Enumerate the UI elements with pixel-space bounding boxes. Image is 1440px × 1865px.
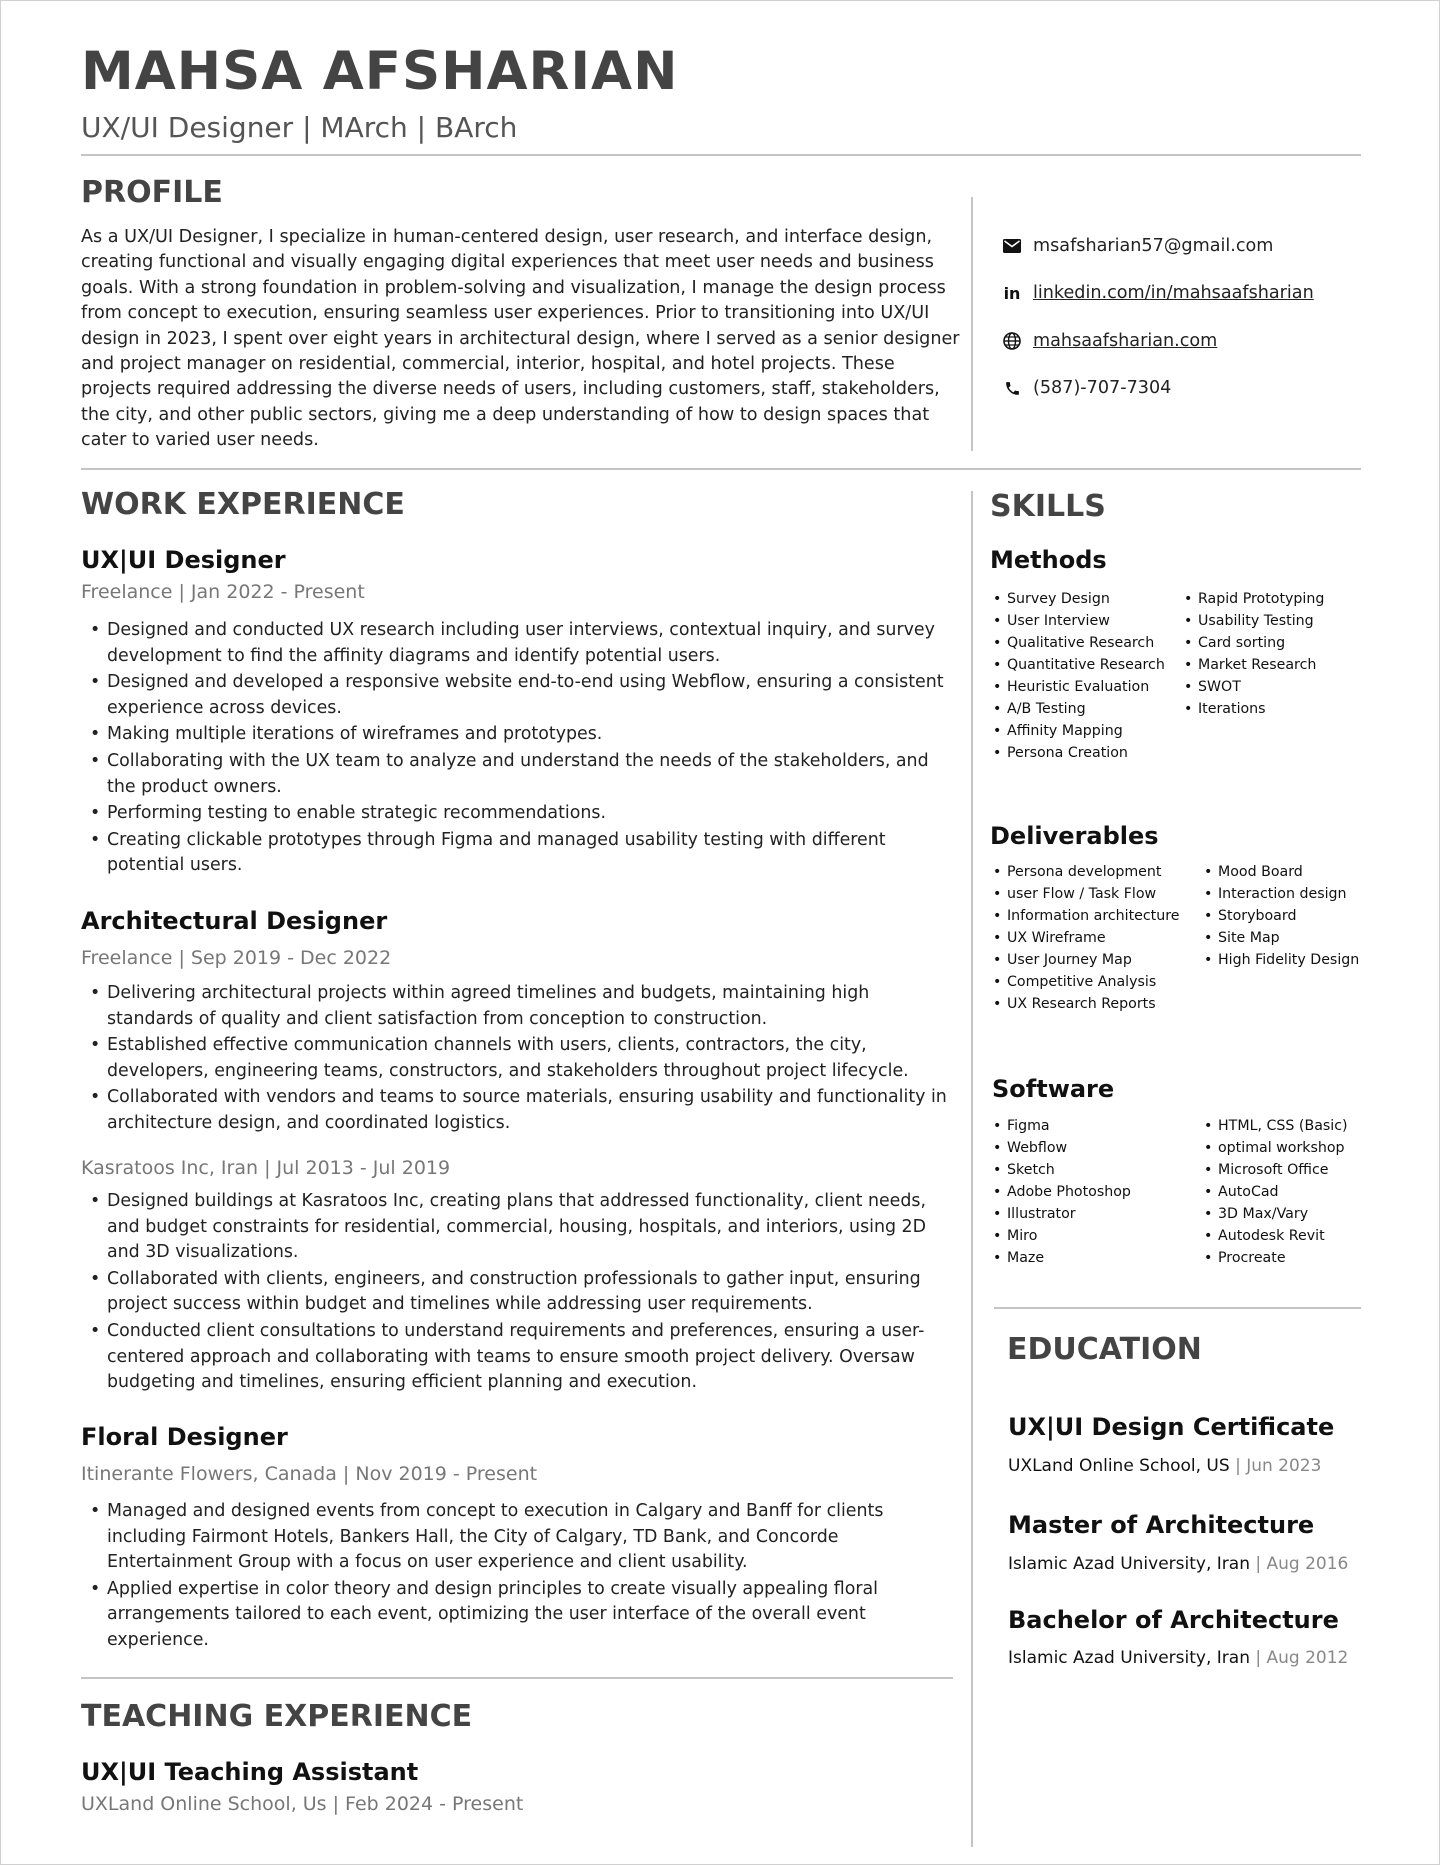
job-bullets-architectural	[81, 981, 961, 1138]
list-item: • Applied expertise in color theory and design principles to create visually appealing floral arrangements tailored to each event, optimizing the user interface of the overall event experience.	[81, 1577, 961, 1654]
list-item: • Qualitative Research	[991, 632, 1165, 654]
deliverables-title: Deliverables	[990, 822, 1159, 850]
list-item: • User Journey Map	[991, 949, 1179, 971]
candidate-headline: UX/UI Designer | MArch | BArch	[81, 111, 518, 144]
phone-icon	[1001, 377, 1023, 399]
list-item: • Affinity Mapping	[991, 720, 1165, 742]
list-item: • Usability Testing	[1182, 610, 1324, 632]
skills-title: SKILLS	[990, 489, 1106, 524]
list-item: • Illustrator	[991, 1203, 1131, 1225]
skills-bottom-divider	[994, 1307, 1361, 1309]
job-meta-architectural: Freelance | Sep 2019 - Dec 2022	[81, 947, 392, 969]
teaching-role: UX|UI Teaching Assistant	[81, 1758, 419, 1786]
list-item: • Adobe Photoshop	[991, 1181, 1131, 1203]
list-item: • Established effective communication channels with users, clients, contractors, the city, developers, engineering teams, constructors, and stakeholders throughout project lifecycle.	[81, 1033, 961, 1084]
profile-bottom-divider	[81, 468, 1361, 470]
list-item: • Performing testing to enable strategic recommendations.	[81, 801, 961, 827]
education-school	[1008, 1456, 1321, 1476]
job-bullets-uxui	[81, 618, 961, 880]
list-item: • Survey Design	[991, 588, 1165, 610]
work-experience-title: WORK EXPERIENCE	[81, 487, 405, 522]
list-item: • Heuristic Evaluation	[991, 676, 1165, 698]
email-text: msafsharian57@gmail.com	[1033, 236, 1274, 256]
list-item: • Storyboard	[1202, 905, 1359, 927]
list-item: • HTML, CSS (Basic)	[1202, 1115, 1348, 1137]
list-item: • Delivering architectural projects within agreed timelines and budgets, maintaining high standards of quality and client satisfaction from conception to construction.	[81, 981, 961, 1032]
list-item: • Interaction design	[1202, 883, 1359, 905]
profile-title: PROFILE	[81, 175, 223, 210]
list-item: • Card sorting	[1182, 632, 1324, 654]
list-item: • Managed and designed events from concept to execution in Calgary and Banff for clients including Fairmont Hotels, Bankers Hall, the City of Calgary, TD Bank, and Concorde Entertainment Group with a focus on user experience and client usability.	[81, 1499, 961, 1576]
deliverables-list-1	[991, 861, 1179, 1015]
list-item: • Rapid Prototyping	[1182, 588, 1324, 610]
list-item: • Site Map	[1202, 927, 1359, 949]
list-item: • Webflow	[991, 1137, 1131, 1159]
education-school	[1008, 1648, 1348, 1668]
contact-website[interactable]	[1001, 327, 1361, 355]
phone-text: (587)-707-7304	[1033, 378, 1172, 398]
software-list-2	[1202, 1115, 1348, 1269]
contact-email[interactable]	[1001, 232, 1361, 260]
list-item: • Collaborated with vendors and teams to source materials, ensuring usability and functionality in architecture design, and coordinated logistics.	[81, 1085, 961, 1136]
globe-icon	[1001, 330, 1023, 352]
list-item: • Iterations	[1182, 698, 1324, 720]
list-item: • Maze	[991, 1247, 1131, 1269]
list-item: • Persona Creation	[991, 742, 1165, 764]
list-item: • Collaborated with clients, engineers, and construction professionals to gather input, ensuring project success within budget and timelines while addressing user requirements.	[81, 1267, 961, 1318]
list-item: • Designed and developed a responsive website end-to-end using Webflow, ensuring a consistent experience across devices.	[81, 670, 961, 721]
school-name: Islamic Azad University, Iran	[1008, 1554, 1250, 1574]
header-divider	[81, 154, 1361, 156]
deliverables-list-2	[1202, 861, 1359, 971]
methods-list-1	[991, 588, 1165, 764]
list-item: • Persona development	[991, 861, 1179, 883]
school-name: UXLand Online School, US	[1008, 1456, 1230, 1476]
job-bullets-floral	[81, 1499, 961, 1655]
list-item: • Designed buildings at Kasratoos Inc, creating plans that addressed functionality, client needs, and budget constraints for residential, commercial, housing, hospitals, and interiors, using 2D and 3D visualizations.	[81, 1189, 961, 1266]
job-meta-uxui: Freelance | Jan 2022 - Present	[81, 581, 365, 603]
list-item: • Designed and conducted UX research including user interviews, contextual inquiry, and survey development to find the affinity diagrams and identify potential users.	[81, 618, 961, 669]
list-item: • Quantitative Research	[991, 654, 1165, 676]
job-bullets-kasratoos	[81, 1189, 961, 1397]
list-item: • Microsoft Office	[1202, 1159, 1348, 1181]
school-name: Islamic Azad University, Iran	[1008, 1648, 1250, 1668]
column-divider	[971, 491, 973, 1847]
list-item: • Competitive Analysis	[991, 971, 1179, 993]
education-degree: UX|UI Design Certificate	[1008, 1413, 1335, 1441]
education-date: | Jun 2023	[1235, 1456, 1322, 1476]
software-list-1	[991, 1115, 1131, 1269]
list-item: • High Fidelity Design	[1202, 949, 1359, 971]
list-item: • Procreate	[1202, 1247, 1348, 1269]
job-title-architectural: Architectural Designer	[81, 907, 388, 935]
job-meta-floral: Itinerante Flowers, Canada | Nov 2019 - Present	[81, 1463, 538, 1485]
education-school	[1008, 1554, 1348, 1574]
list-item: • UX Wireframe	[991, 927, 1179, 949]
list-item: • 3D Max/Vary	[1202, 1203, 1348, 1225]
list-item: • A/B Testing	[991, 698, 1165, 720]
contact-linkedin[interactable]	[1001, 279, 1361, 307]
list-item: • Making multiple iterations of wireframes and prototypes.	[81, 722, 961, 748]
profile-summary: As a UX/UI Designer, I specialize in human-centered design, user research, and interface design, creating functional and visually engaging digital experiences that meet user needs and business goals. With a strong foundation in problem-solving and visualization, I manage the design process from concept to execution, ensuring seamless user experiences. Prior to transitioning into UX/UI design in 2023, I spent over eight years in architectural design, where I served as a senior designer and project manager on residential, commercial, interior, hospital, and hotel projects. These projects required addressing the diverse needs of users, including customers, staff, stakeholders, the city, and other public sectors, giving me a deep understanding of how to design spaces that cater to varied user needs.	[81, 227, 960, 451]
list-item: • Creating clickable prototypes through Figma and managed usability testing with different potential users.	[81, 828, 961, 879]
candidate-name: MAHSA AFSHARIAN	[81, 41, 679, 102]
education-degree: Bachelor of Architecture	[1008, 1606, 1339, 1634]
list-item: • Collaborating with the UX team to analyze and understand the needs of the stakeholders, and the product owners.	[81, 749, 961, 800]
list-item: • AutoCad	[1202, 1181, 1348, 1203]
list-item: • Conducted client consultations to understand requirements and preferences, ensuring a user-centered approach and collaborating with teams to ensure smooth project delivery. Oversaw budgeting and timelines, ensuring efficient planning and execution.	[81, 1319, 961, 1396]
list-item: • user Flow / Task Flow	[991, 883, 1179, 905]
contact-phone[interactable]	[1001, 374, 1361, 402]
linkedin-icon: in	[1003, 283, 1021, 303]
job-title-uxui: UX|UI Designer	[81, 546, 286, 574]
mail-icon	[1001, 235, 1023, 257]
list-item: • Mood Board	[1202, 861, 1359, 883]
website-link[interactable]: mahsaafsharian.com	[1033, 331, 1218, 351]
job-title-floral: Floral Designer	[81, 1423, 288, 1451]
list-item: • Miro	[991, 1225, 1131, 1247]
software-title: Software	[992, 1075, 1115, 1103]
methods-title: Methods	[990, 546, 1107, 574]
teaching-experience-title: TEACHING EXPERIENCE	[81, 1699, 473, 1734]
list-item: • Figma	[991, 1115, 1131, 1137]
education-date: | Aug 2016	[1255, 1554, 1349, 1574]
list-item: • Information architecture	[991, 905, 1179, 927]
linkedin-link[interactable]: linkedin.com/in/mahsaafsharian	[1033, 283, 1314, 303]
list-item: • Market Research	[1182, 654, 1324, 676]
list-item: • UX Research Reports	[991, 993, 1179, 1015]
list-item: • Sketch	[991, 1159, 1131, 1181]
job-meta-kasratoos: Kasratoos Inc, Iran | Jul 2013 - Jul 2019	[81, 1157, 451, 1179]
teaching-meta: UXLand Online School, Us | Feb 2024 - Present	[81, 1793, 524, 1815]
methods-list-2	[1182, 588, 1324, 720]
education-title: EDUCATION	[1007, 1332, 1202, 1367]
education-date: | Aug 2012	[1255, 1648, 1349, 1668]
profile-divider	[971, 197, 973, 451]
list-item: • optimal workshop	[1202, 1137, 1348, 1159]
list-item: • User Interview	[991, 610, 1165, 632]
list-item: • Autodesk Revit	[1202, 1225, 1348, 1247]
work-bottom-divider	[81, 1677, 953, 1679]
list-item: • SWOT	[1182, 676, 1324, 698]
education-degree: Master of Architecture	[1008, 1511, 1315, 1539]
